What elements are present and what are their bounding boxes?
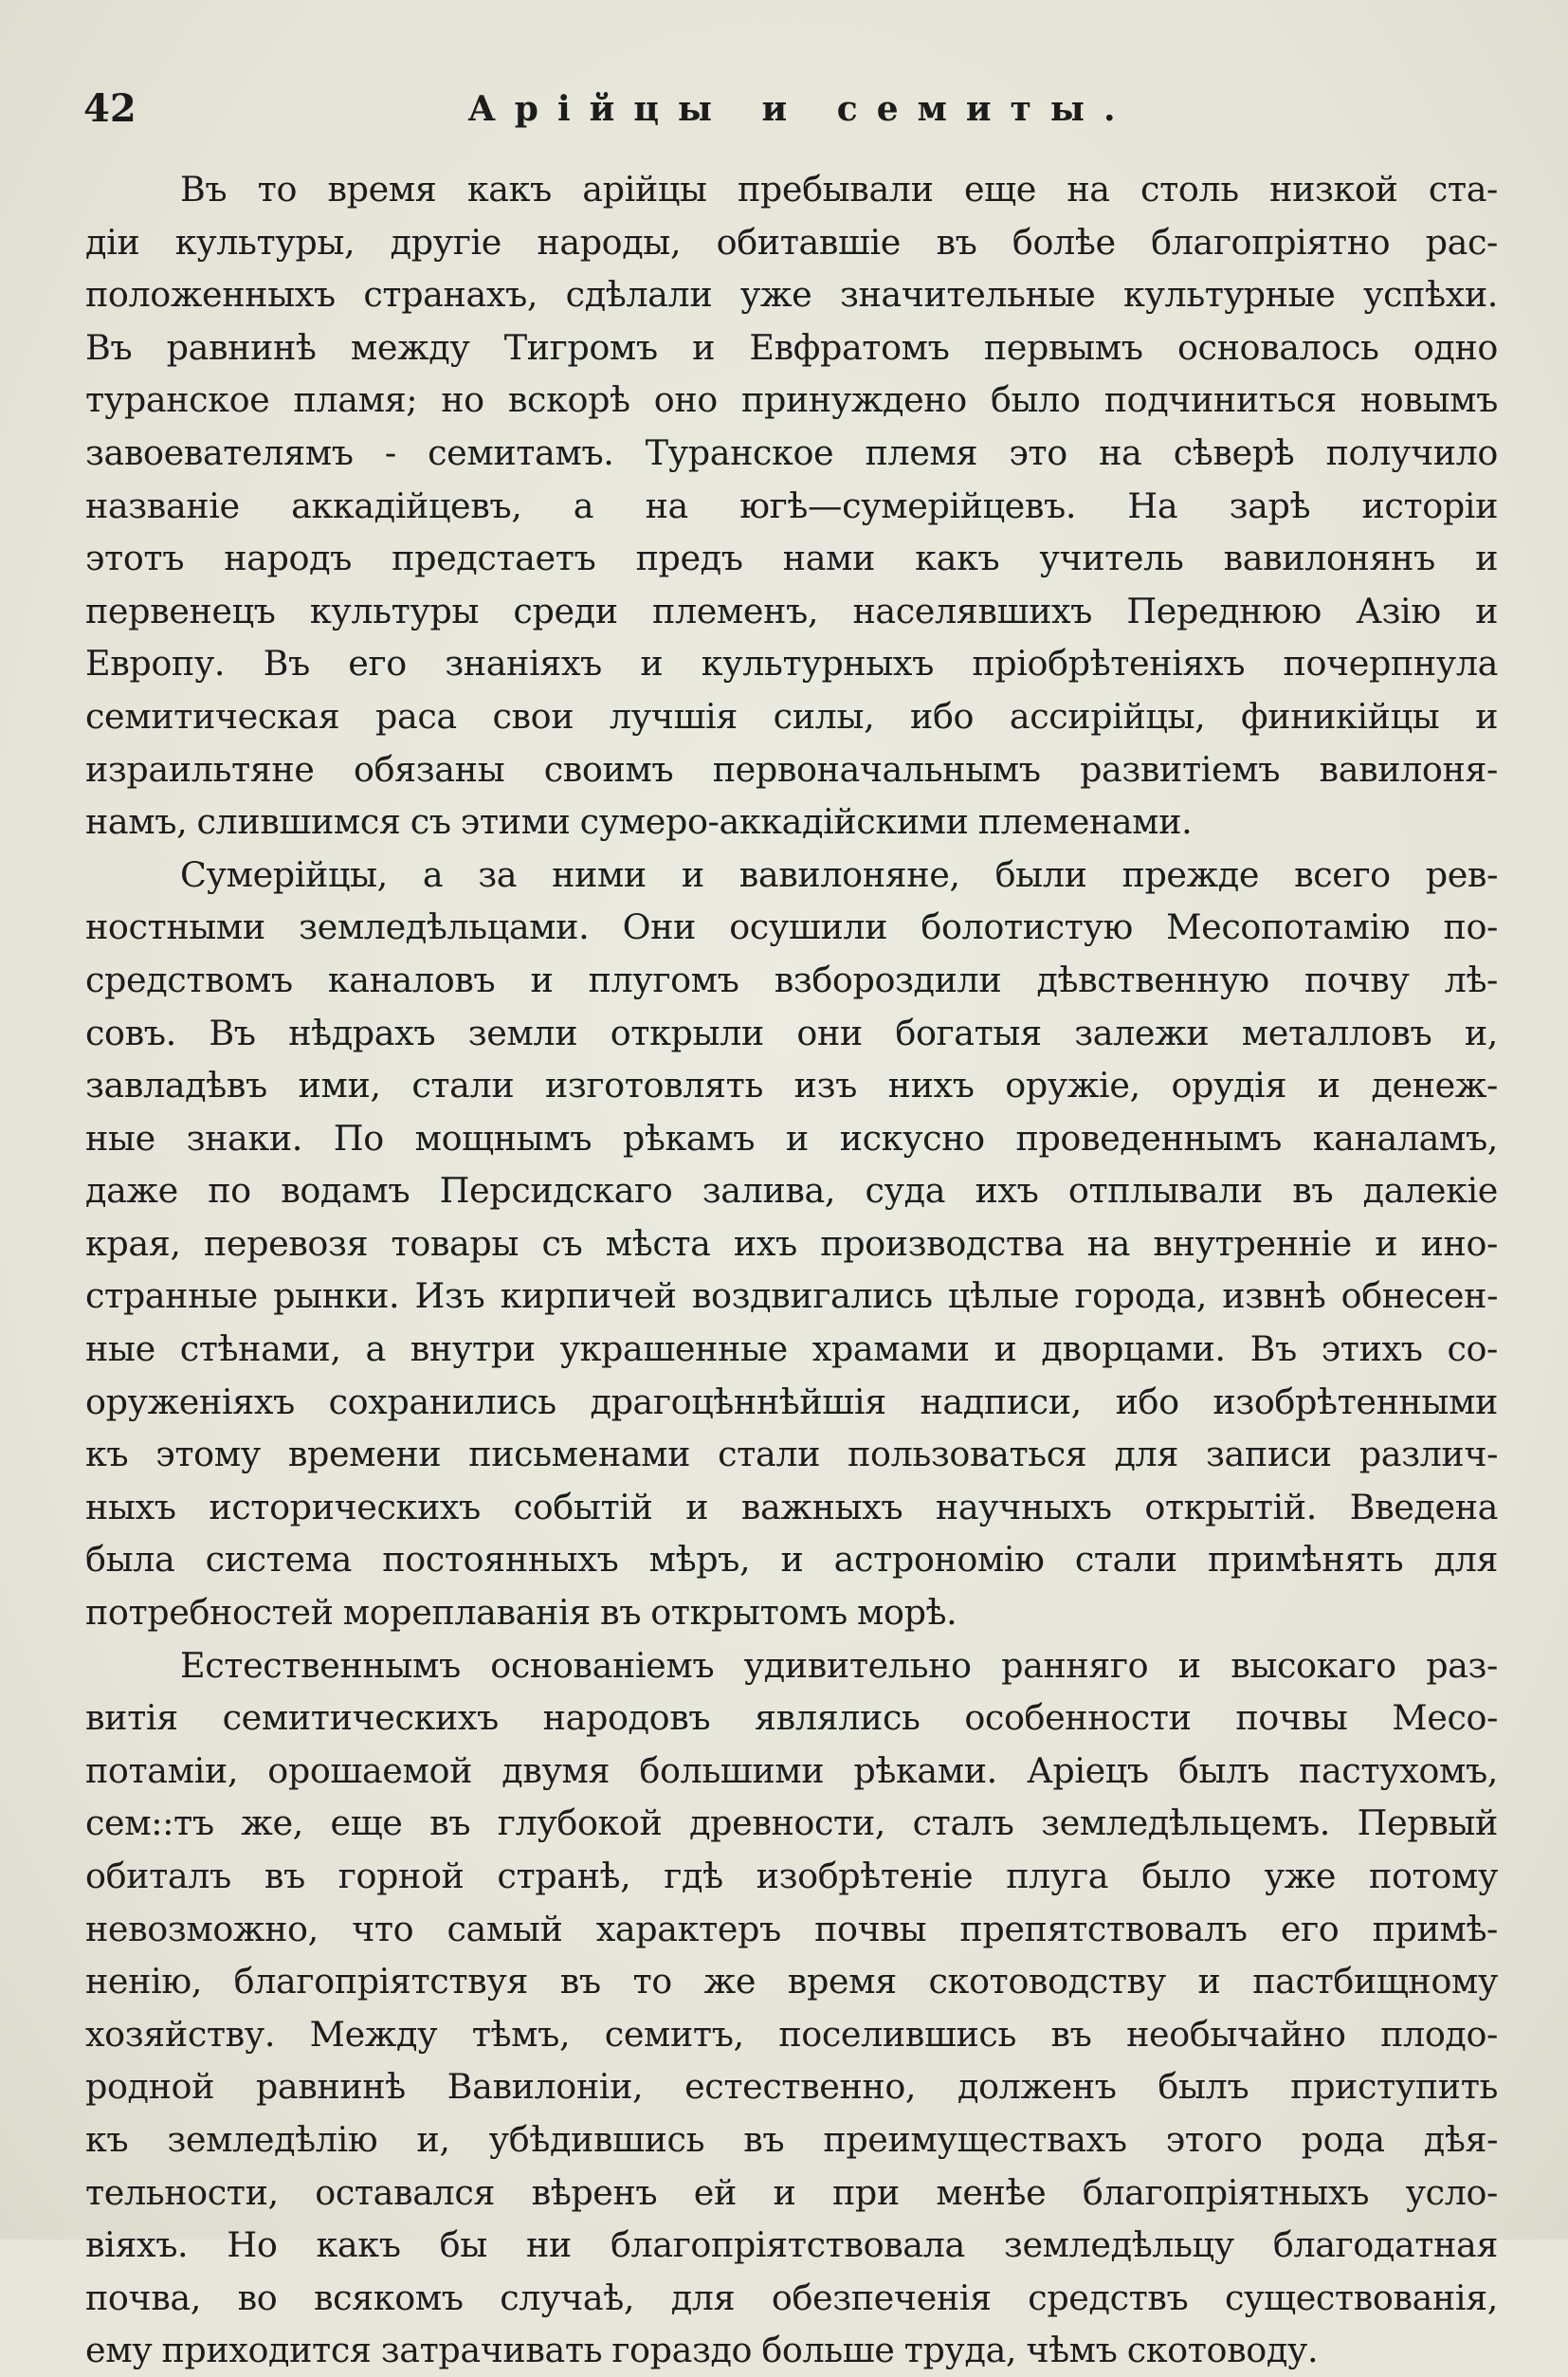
running-title: Арійцы и семиты.	[467, 89, 1135, 129]
text-line: положенныхъ странахъ, сдѣлали уже значительные культурные успѣхи.	[85, 274, 1498, 316]
text-line: края, перевозя товары съ мѣста ихъ производства на внутренніе и ино-	[85, 1222, 1498, 1264]
text-line: невозможно, что самый характеръ почвы препятствовалъ его примѣ-	[85, 1908, 1498, 1949]
text-line: первенецъ культуры среди племенъ, населявшихъ Переднюю Азію и	[85, 590, 1498, 631]
text-line: сем::тъ же, еще въ глубокой древности, сталъ земледѣльцемъ. Первый	[85, 1802, 1498, 1844]
text-line: почва, во всякомъ случаѣ, для обезпеченія средствъ существованія,	[85, 2276, 1498, 2318]
page-header	[83, 76, 1500, 142]
text-line: завоевателямъ - семитамъ. Туранское племя это на сѣверѣ получило	[85, 431, 1498, 473]
text-line: странные рынки. Изъ кирпичей воздвигались цѣлые города, извнѣ обнесен-	[85, 1275, 1498, 1317]
text-line: Европу. Въ его знаніяхъ и культурныхъ пріобрѣтеніяхъ почерпнула	[85, 643, 1498, 685]
text-line: родной равнинѣ Вавилоніи, естественно, долженъ былъ приступить	[85, 2066, 1498, 2108]
text-line: Въ то время какъ арійцы пребывали еще на столь низкой ста-	[180, 169, 1498, 210]
text-line: ныхъ историческихъ событій и важныхъ научныхъ открытій. Введена	[85, 1486, 1498, 1527]
text-line: тельности, оставался вѣренъ ей и при менѣе благопріятныхъ усло-	[85, 2171, 1498, 2213]
text-line: обиталъ въ горной странѣ, гдѣ изобрѣтеніе плуга было уже потому	[85, 1856, 1498, 1896]
text-line: была система постоянныхъ мѣръ, и астрономію стали примѣнять для	[85, 1539, 1498, 1581]
text-line: Въ равнинѣ между Тигромъ и Евфратомъ первымъ основалось одно	[85, 326, 1498, 368]
text-line: совъ. Въ нѣдрахъ земли открыли они богатыя залежи металловъ и,	[85, 1012, 1498, 1053]
text-line: названіе аккадійцевъ, а на югѣ—сумерійцевъ. На зарѣ исторіи	[85, 485, 1498, 526]
text-line: завладѣвъ ими, стали изготовлять изъ нихъ оружіе, орудія и денеж-	[85, 1065, 1498, 1106]
text-line: ные знаки. По мощнымъ рѣкамъ и искусно проведеннымъ каналамъ,	[85, 1117, 1498, 1159]
text-line: діи культуры, другіе народы, обитавшіе въ болѣе благопріятно рас-	[85, 221, 1498, 263]
text-line: оруженіяхъ сохранились драгоцѣннѣйшія надписи, ибо изобрѣтенными	[85, 1380, 1498, 1422]
text-line: даже по водамъ Персидскаго залива, суда ихъ отплывали въ далекіе	[85, 1170, 1498, 1212]
text-line: віяхъ. Но какъ бы ни благопріятствовала земледѣльцу благодатная	[85, 2224, 1498, 2266]
text-line: Естественнымъ основаніемъ удивительно ранняго и высокаго раз-	[180, 1644, 1498, 1686]
paragraph-1	[85, 163, 1498, 849]
text-line: къ земледѣлію и, убѣдившись въ преимуществахъ этого рода дѣя-	[85, 2118, 1498, 2160]
text-line: туранское пламя; но вскорѣ оно принуждено было подчиниться новымъ	[85, 379, 1498, 421]
text-line: семитическая раса свои лучшія силы, ибо ассирійцы, финикійцы и	[85, 695, 1498, 737]
paragraph-2	[85, 849, 1498, 1639]
text-line: ные стѣнами, а внутри украшенные храмами и дворцами. Въ этихъ со-	[85, 1328, 1498, 1370]
text-line: ему приходится затрачивать гораздо больше труда, чѣмъ скотоводу.	[85, 2330, 1319, 2371]
text-line: средствомъ каналовъ и плугомъ взбороздили дѣвственную почву лѣ-	[85, 959, 1498, 1000]
page-number: 42	[83, 86, 137, 131]
text-line: хозяйству. Между тѣмъ, семитъ, поселившись въ необычайно плодо-	[85, 2013, 1498, 2055]
text-line: витія семитическихъ народовъ являлись особенности почвы Месо-	[85, 1697, 1498, 1739]
paragraph-3	[85, 1639, 1498, 2377]
text-line: потаміи, орошаемой двумя большими рѣками. Аріецъ былъ пастухомъ,	[85, 1749, 1498, 1791]
text-line: намъ, слившимся съ этими сумеро-аккадійскими племенами.	[85, 801, 1193, 843]
text-line: Сумерійцы, а за ними и вавилоняне, были прежде всего рев-	[180, 853, 1498, 895]
text-line: къ этому времени письменами стали пользоваться для записи различ-	[85, 1434, 1498, 1475]
text-line: израильтяне обязаны своимъ первоначальнымъ развитіемъ вавилоня-	[85, 748, 1498, 790]
text-line: ненію, благопріятствуя въ то же время скотоводству и пастбищному	[85, 1961, 1498, 2002]
text-line: этотъ народъ предстаетъ предъ нами какъ учитель вавилонянъ и	[85, 538, 1498, 579]
text-line: ностными земледѣльцами. Они осушили болотистую Месопотамію по-	[85, 906, 1498, 948]
body-text	[85, 163, 1498, 2377]
text-line: потребностей мореплаванія въ открытомъ морѣ.	[85, 1592, 957, 1634]
